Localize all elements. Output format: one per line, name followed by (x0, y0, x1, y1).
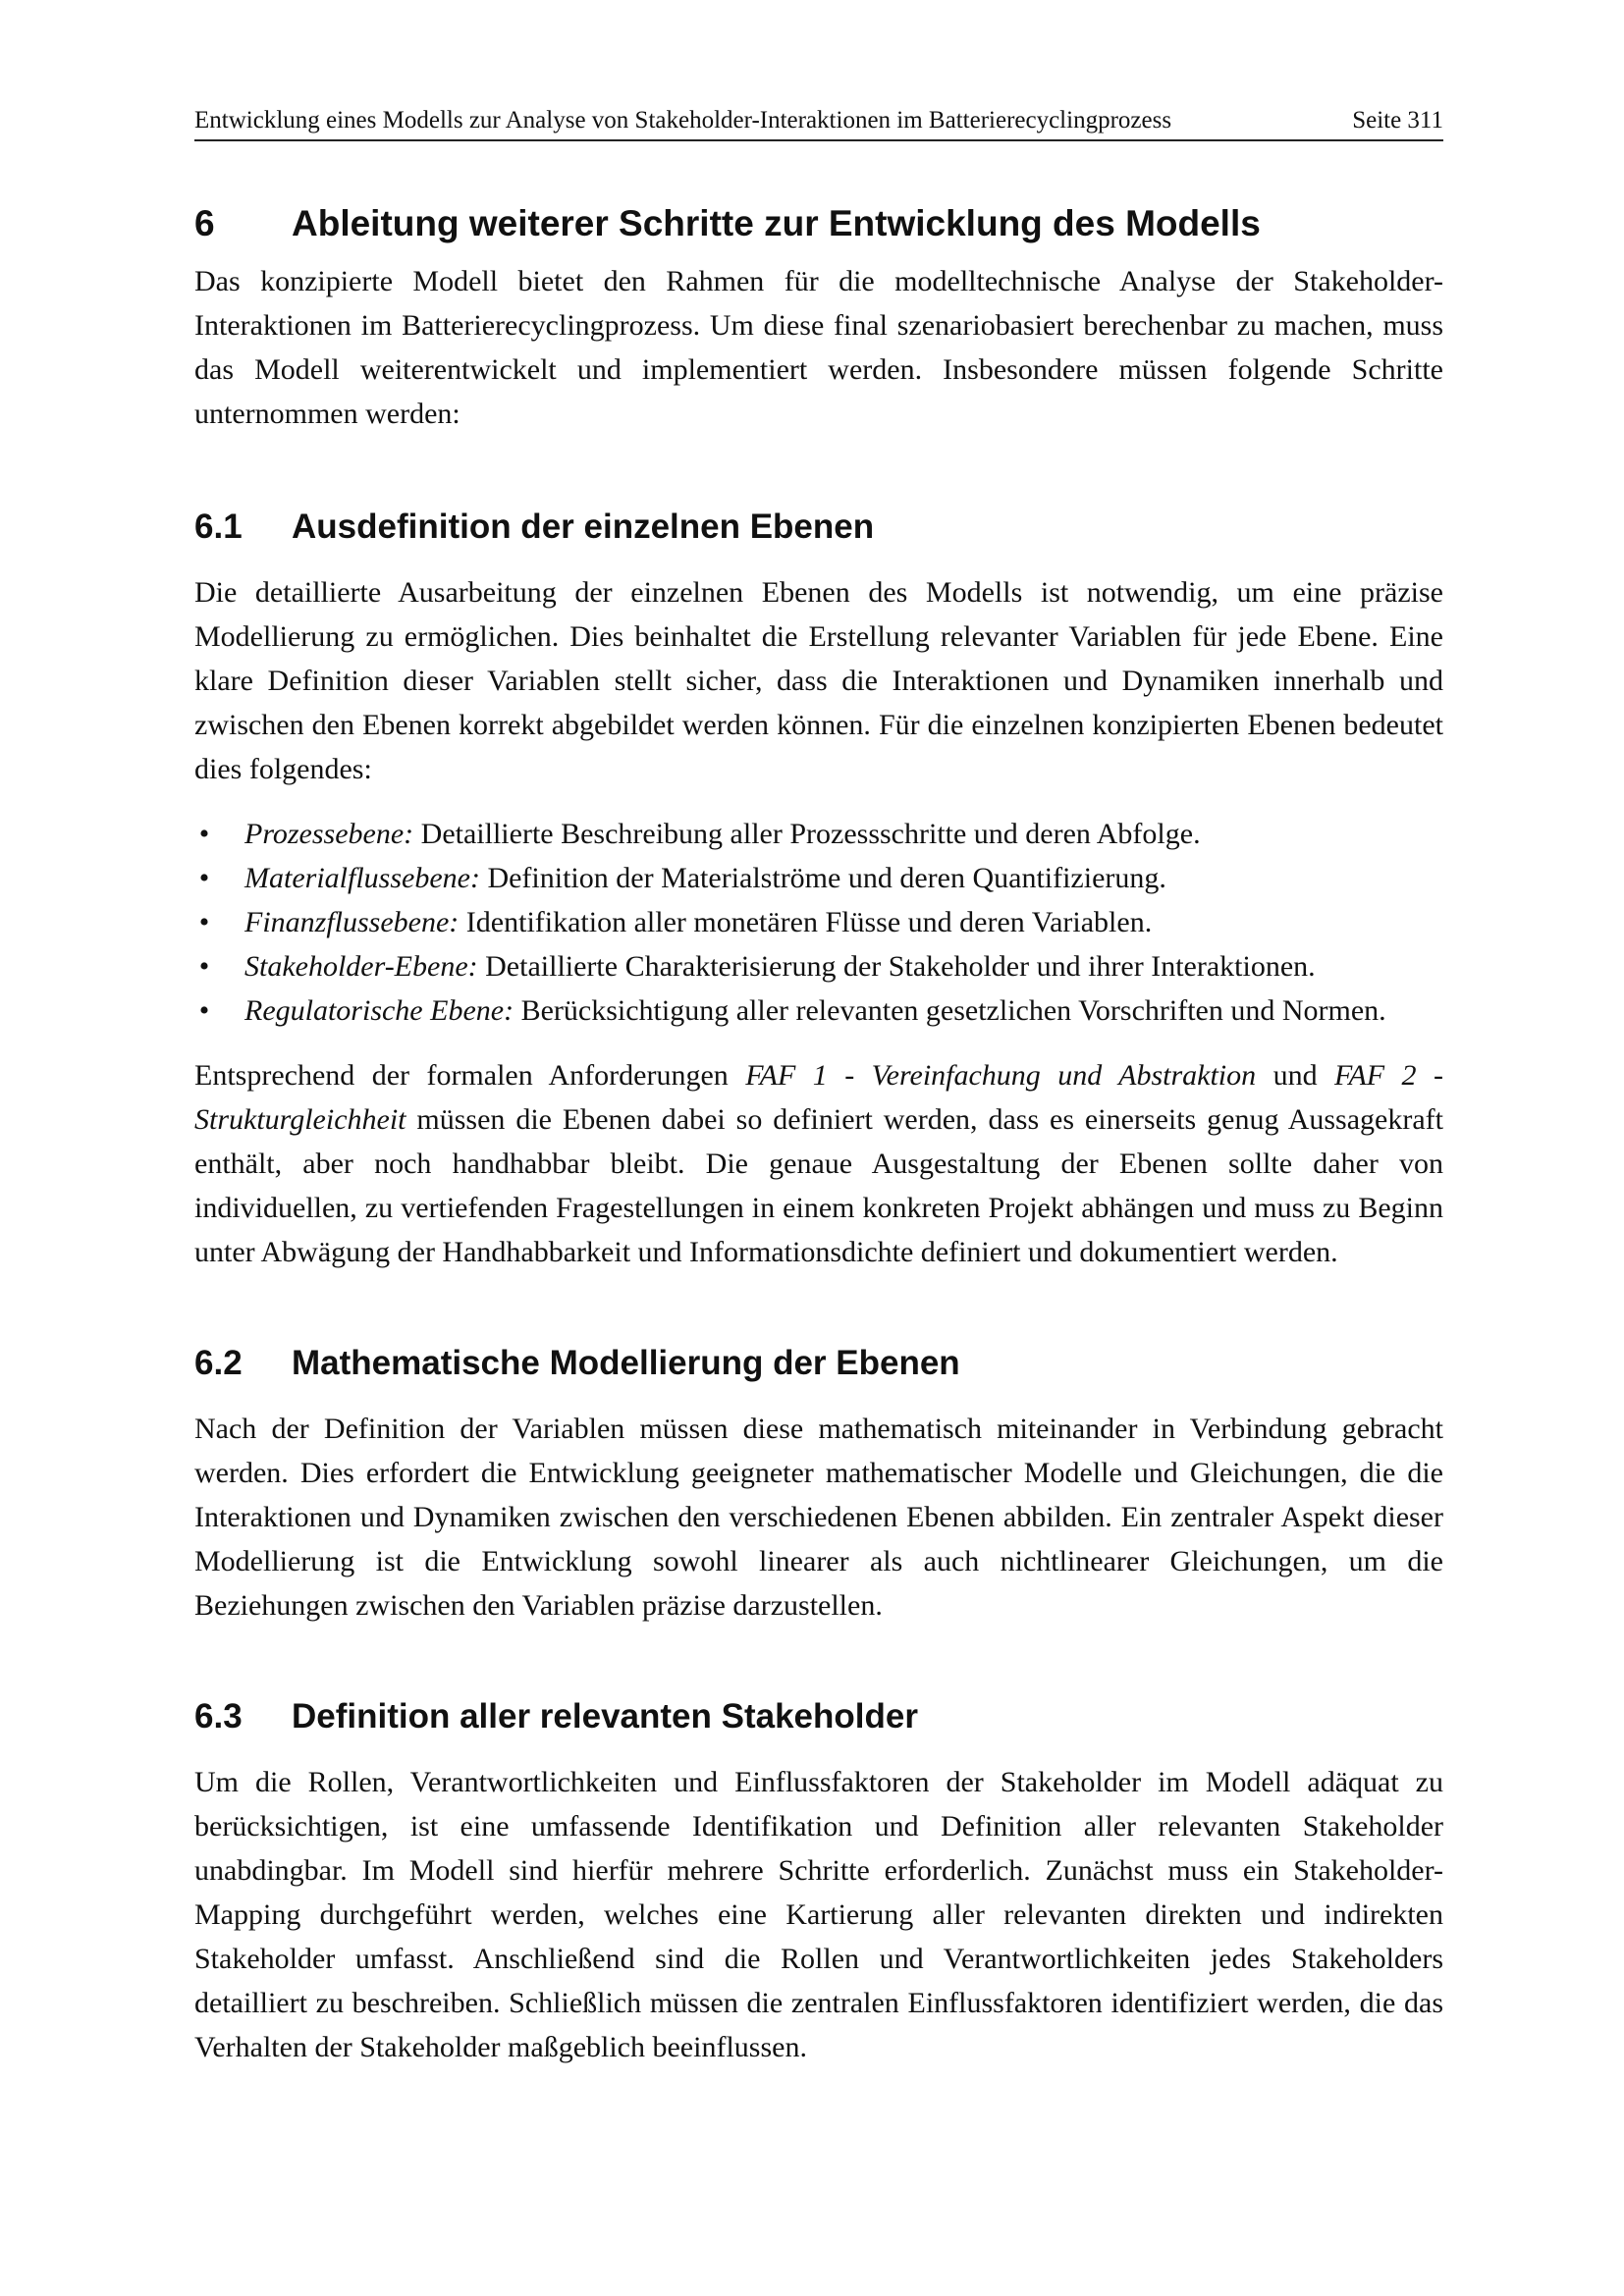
bullet-icon: • (198, 950, 210, 983)
section-6-1-paragraph: Die detaillierte Ausarbeitung der einzelnen Ebenen des Modells ist notwendig, um eine präzise Modellierung zu ermöglichen. Dies beinhaltet die Erstellung relevanter Variablen für jede Ebene. Eine klare Definition dieser Variablen stellt sicher, dass die Interaktionen und Dynamiken innerhalb und zwischen den Ebenen korrekt abgebildet werden können. Für die einzelnen konzipierten Ebenen bedeutet dies folgendes: (194, 576, 1443, 785)
list-item-term: Regulatorische Ebene: (244, 994, 514, 1027)
list-item-regulatorische-ebene (194, 988, 1443, 1033)
list-item-stakeholder-ebene (194, 944, 1443, 988)
section-6-3-paragraph: Um die Rollen, Verantwortlichkeiten und Einflussfaktoren der Stakeholder im Modell adäquat zu berücksichtigen, ist eine umfassende Identifikation und Definition aller relevanten Stakeholder unabdingbar. Im Modell sind hierfür mehrere Schritte erforderlich. Zunächst muss ein Stakeholder-Mapping durchgeführt werden, welches eine Kartierung aller relevanten direkten und indirekten Stakeholder umfasst. Anschließend sind die Rollen und Verantwortlichkeiten jedes Stakeholders detailliert zu beschreiben. Schließlich müssen die zentralen Einflussfaktoren identifiziert werden, die das Verhalten der Stakeholder maßgeblich beeinflussen. (194, 1766, 1443, 2063)
running-header (194, 106, 1443, 141)
model-levels-list (194, 812, 1443, 1033)
list-item-materialflussebene (194, 856, 1443, 900)
list-item-term: Stakeholder-Ebene: (244, 950, 478, 983)
section-6-1-title: Ausdefinition der einzelnen Ebenen (292, 507, 875, 546)
closing-text-part-1: Entsprechend der formalen Anforderungen (194, 1059, 746, 1092)
list-item-text: Detaillierte Charakterisierung der Stakeholder und ihrer Interaktionen. (477, 950, 1316, 983)
section-6-1-closing-paragraph (194, 1053, 1443, 1274)
section-6-3-heading (194, 1696, 1443, 1737)
document-page (194, 106, 1443, 2069)
list-item-finanzflussebene (194, 900, 1443, 944)
closing-text-part-2: und (1256, 1059, 1335, 1092)
list-item-text: Definition der Materialströme und deren Quantifizierung. (479, 862, 1166, 894)
closing-text-part-3: müssen die Ebenen dabei so definiert werden, dass es einerseits genug Aussagekraft enthält, aber noch handhabbar bleibt. Die genaue Ausgestaltung der Ebenen sollte daher von individuellen, zu vertiefenden Fragestellungen in einem konkreten Projekt abhängen und muss zu Beginn unter Abwägung der Handhabbarkeit und Informationsdichte definiert und dokumentiert werden. (194, 1103, 1443, 1268)
section-6-2-number: 6.2 (194, 1344, 243, 1382)
list-item-term: Prozessebene: (244, 818, 414, 850)
section-6-3-title: Definition aller relevanten Stakeholder (292, 1697, 918, 1735)
section-6-1-heading (194, 507, 1443, 548)
section-6-2-paragraph: Nach der Definition der Variablen müssen diese mathematisch miteinander in Verbindung gebracht werden. Dies erfordert die Entwicklung geeigneter mathematischer Modelle und Gleichungen, die die Interaktionen und Dynamiken zwischen den verschiedenen Ebenen abbilden. Ein zentraler Aspekt dieser Modellierung ist die Entwicklung sowohl linearer als auch nichtlinearer Gleichungen, um die Beziehungen zwischen den Variablen präzise darzustellen. (194, 1413, 1443, 1622)
list-item-text: Identifikation aller monetären Flüsse und deren Variablen. (459, 906, 1153, 938)
running-title: Entwicklung eines Modells zur Analyse von Stakeholder-Interaktionen im Batterierecyclingprozess (194, 107, 1172, 133)
section-6-2-title: Mathematische Modellierung der Ebenen (292, 1344, 960, 1382)
bullet-icon: • (198, 906, 210, 938)
faf-2-reference: FAF 2 - Strukturgleichheit (194, 1059, 1443, 1136)
page-number: Seite 311 (1352, 107, 1443, 133)
bullet-icon: • (198, 862, 210, 894)
list-item-text: Detaillierte Beschreibung aller Prozessschritte und deren Abfolge. (413, 818, 1201, 850)
section-6-1-number: 6.1 (194, 507, 243, 546)
section-6-2-heading (194, 1343, 1443, 1384)
chapter-number: 6 (194, 203, 215, 243)
list-item-term: Materialflussebene: (244, 862, 480, 894)
list-item-prozessebene (194, 812, 1443, 856)
bullet-icon: • (198, 818, 210, 850)
bullet-icon: • (198, 994, 210, 1027)
chapter-title: Ableitung weiterer Schritte zur Entwicklung des Modells (292, 203, 1261, 243)
chapter-heading (194, 202, 1443, 245)
list-item-term: Finanzflussebene: (244, 906, 460, 938)
list-item-text: Berücksichtigung aller relevanten gesetzlichen Vorschriften und Normen. (514, 994, 1386, 1027)
chapter-intro-paragraph: Das konzipierte Modell bietet den Rahmen für die modelltechnische Analyse der Stakeholder-Interaktionen im Batterierecyclingprozess. Um diese final szenariobasiert berechenbar zu machen, muss das Modell weiterentwickelt und implementiert werden. Insbesondere müssen folgende Schritte unternommen werden: (194, 265, 1443, 430)
faf-1-reference: FAF 1 - Vereinfachung und Abstraktion (745, 1059, 1257, 1092)
section-6-3-number: 6.3 (194, 1697, 243, 1735)
